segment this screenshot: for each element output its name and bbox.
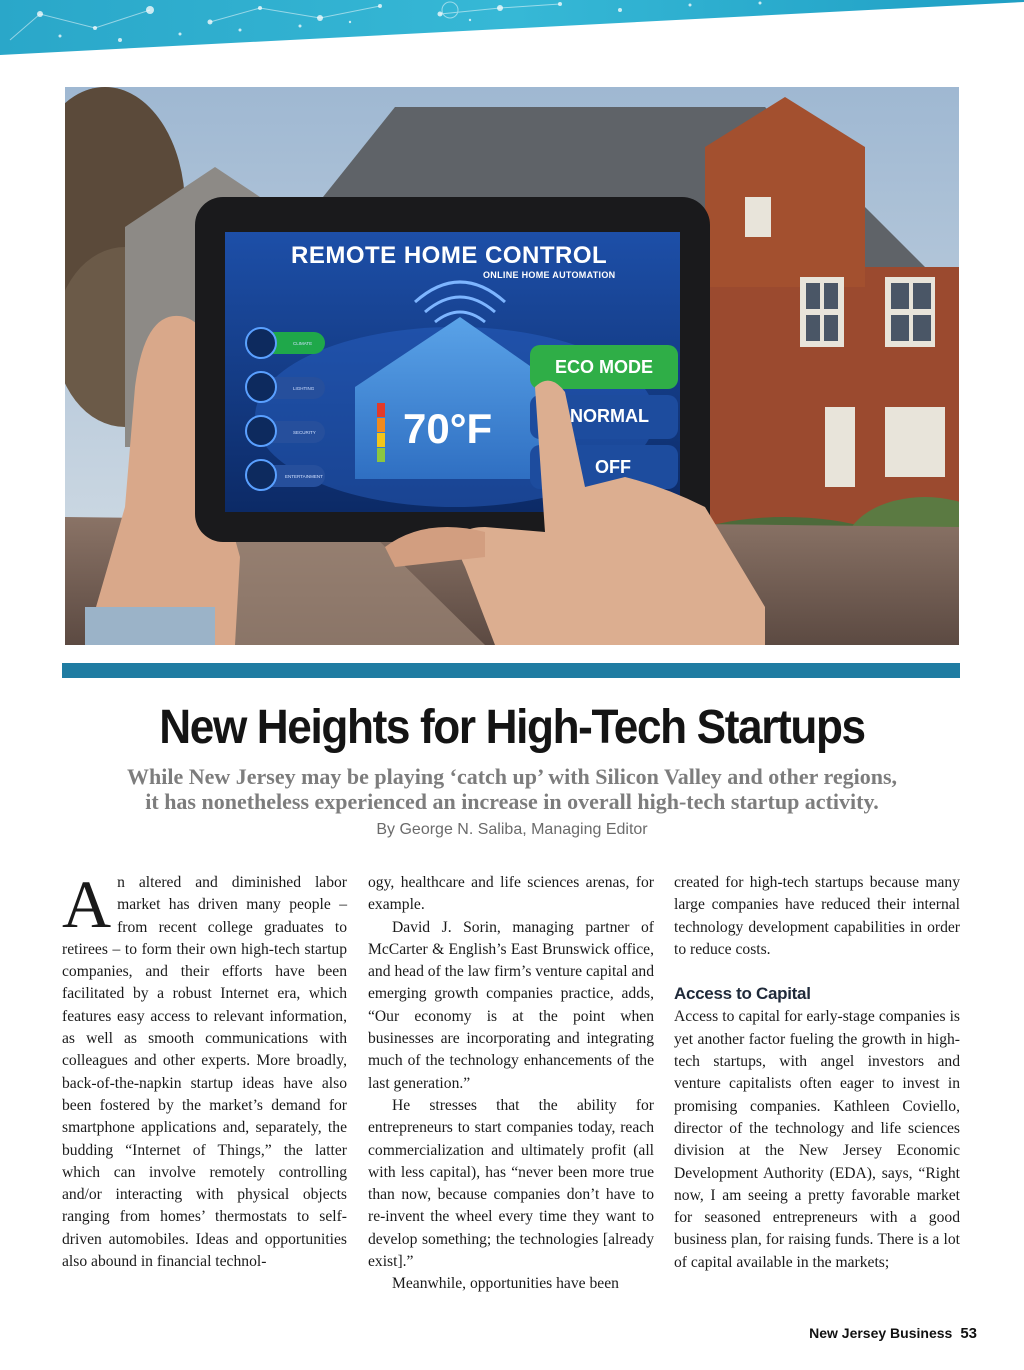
article-deck — [70, 764, 954, 814]
tablet-menu-entertainment: ENTERTAINMENT — [285, 474, 323, 479]
tablet-screen-title: REMOTE HOME CONTROL — [291, 242, 608, 269]
paragraph: created for high-tech startups because many large companies have reduced their internal technology development capabilities in order to reduce costs. — [674, 874, 960, 958]
paragraph: Meanwhile, opportunities have been — [392, 1275, 619, 1293]
page-number: 53 — [960, 1325, 977, 1342]
article-column-2 — [368, 872, 654, 1296]
tablet-eco-mode-button: ECO MODE — [555, 357, 654, 377]
article-column-1 — [62, 866, 347, 1273]
publication-name: New Jersey Business — [809, 1325, 953, 1341]
tablet-off-button: OFF — [595, 457, 631, 477]
deck-line-1: While New Jersey may be playing ‘catch up’ with Silicon Valley and other regions, — [126, 764, 898, 789]
deck-line-2: it has nonetheless experienced an increase in overall high-tech startup activity. — [145, 789, 879, 814]
paragraph-text: n altered and diminished labor market has driven many people – from recent college graduates to retirees – to form their own high-tech startup companies, and their efforts have been facilitated by a robust Internet era, which features easy access to relevant information, as well as smooth communications with colleagues and other experts. More broadly, back-of-the-napkin startup ideas have also been fostered by the market’s demand for smartphone applications and, separately, the budding “Internet of Things,” the latter which can involve remotely controlling and/or interacting with physical objects ranging from homes’ thermostats to self-driven automobiles. Ideas and opportunities also abound in financial technol- — [62, 874, 347, 1271]
drop-cap: A — [62, 866, 112, 942]
section-subhead: Access to Capital — [674, 984, 811, 1004]
hero-photo — [65, 87, 959, 645]
page-folio — [809, 1325, 977, 1342]
tablet-menu-lighting: LIGHTING — [293, 386, 315, 391]
paragraph: David J. Sorin, managing partner of McCarter & English’s East Brunswick office, and head of the law firm’s venture capital and emerging growth companies practice, adds, “Our economy is at the point when businesses are incorporating and integrating much of the technology enhancements of the last generation.” — [368, 918, 654, 1092]
tablet-temperature: 70°F — [403, 405, 493, 452]
article-headline: New Heights for High-Tech Startups — [159, 701, 865, 754]
paragraph: He stresses that the ability for entrepreneurs to start companies today, reach commercialization and ultimately profit (all with less capital), has “never been more true than now, because companies don’t have to re-invent the wheel every time they want to develop something; the technologies [already exist].” — [368, 1096, 654, 1271]
paragraph: Access to capital for early-stage companies is yet another factor fueling the growth in high-tech startups, with angel investors and venture capitalists often eager to invest in promising companies. Kathleen Coviello, director of the technology and life sciences division at the New Jersey Economic Development Authority (EDA), says, “Right now, I am seeing a pretty favorable market for seasoned entrepreneurs with a good business plan, for raising funds. There is a lot of capital available in the markets; — [674, 1008, 960, 1271]
section-divider-bar — [62, 663, 960, 678]
tablet-normal-button: NORMAL — [570, 406, 649, 426]
tablet-menu-security: SECURITY — [293, 430, 316, 435]
paragraph: ogy, healthcare and life sciences arenas, for example. — [368, 874, 654, 914]
tablet-screen-subtitle: ONLINE HOME AUTOMATION — [483, 270, 616, 280]
tablet-menu-climate: CLIMATE — [293, 341, 313, 346]
top-decorative-banner — [0, 0, 1024, 60]
paragraph — [62, 866, 347, 1273]
article-byline: By George N. Saliba, Managing Editor — [376, 821, 648, 838]
article-column-3 — [674, 872, 960, 1274]
